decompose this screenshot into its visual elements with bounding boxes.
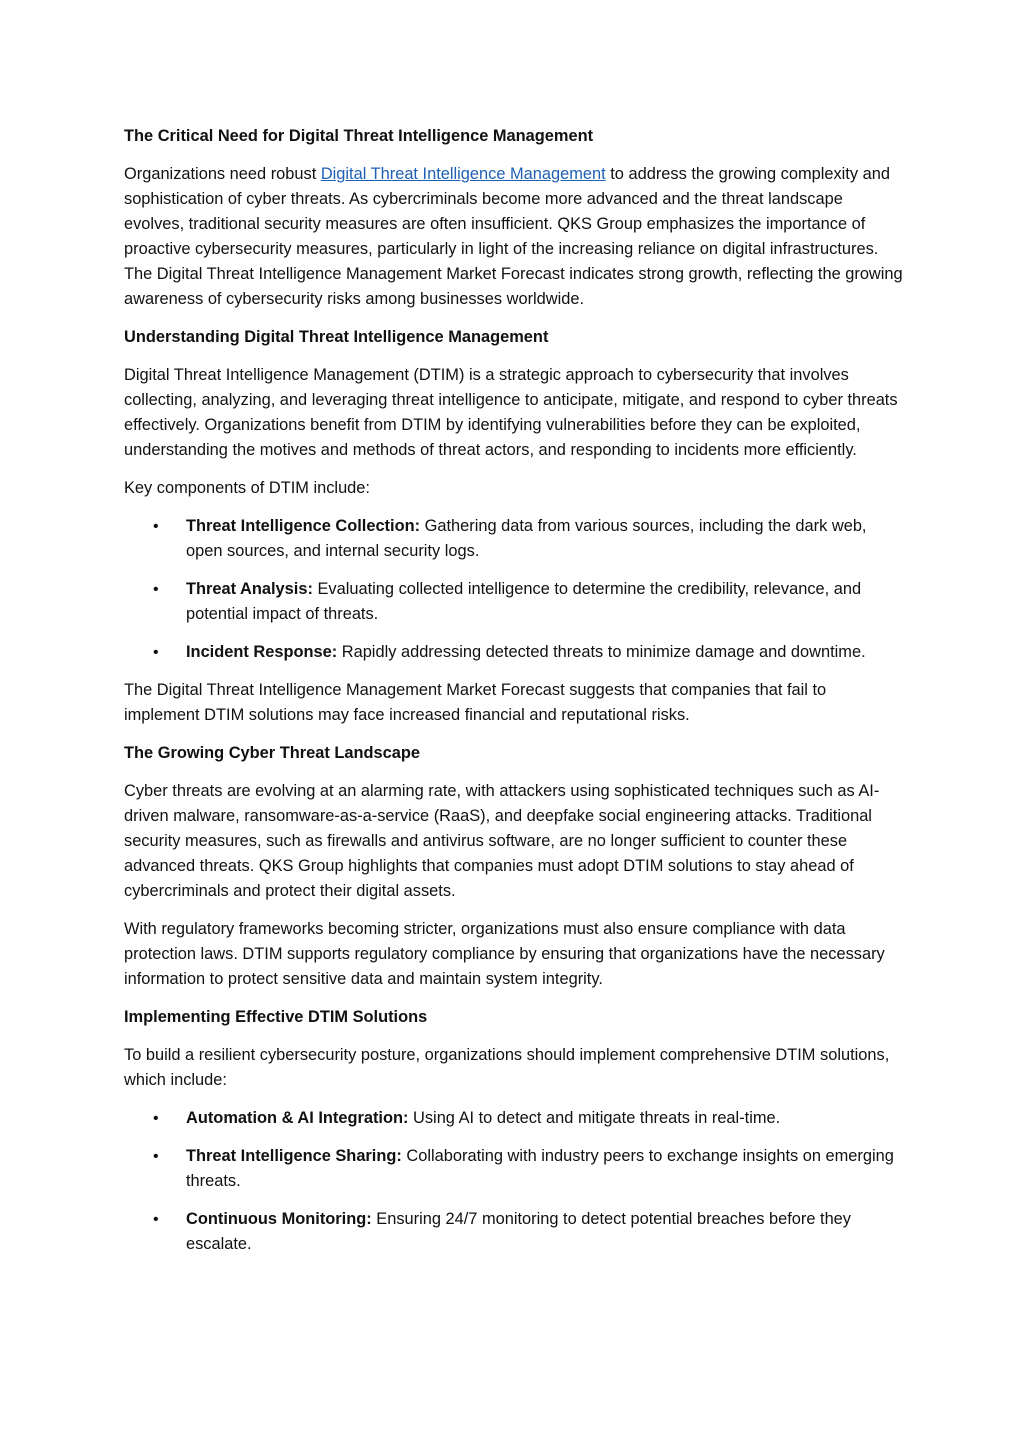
market-forecast-paragraph: The Digital Threat Intelligence Management Market Forecast suggests that companies that fail to implement DTIM solutions may face increased financial and reputational risks. <box>124 681 827 724</box>
bullet-icon: • <box>153 644 159 661</box>
intro-text-before-link: Organizations need robust <box>124 165 321 183</box>
list-item-text: Collaborating with industry peers to exchange insights on emerging threats. <box>186 1147 894 1190</box>
list-item <box>124 577 904 627</box>
list-item <box>124 640 904 665</box>
list-item-term: Incident Response: <box>186 643 338 661</box>
dtim-link[interactable]: Digital Threat Intelligence Management <box>320 165 606 183</box>
list-item-term: Threat Analysis: <box>186 580 313 598</box>
dtim-definition-paragraph: Digital Threat Intelligence Management (DTIM) is a strategic approach to cybersecurity that involves collecting, analyzing, and leveraging threat intelligence to anticipate, mitigate, and respond to cyber threats effectively. Organizations benefit from DTIM by identifying vulnerabilities before they can be exploited, understanding the motives and methods of threat actors, and responding to incidents more efficiently. <box>124 366 898 459</box>
section-heading-implementing: Implementing Effective DTIM Solutions <box>124 1008 428 1026</box>
bullet-icon: • <box>153 1211 159 1228</box>
list-item-text: Gathering data from various sources, including the dark web, open sources, and internal security logs. <box>186 517 867 560</box>
list-item <box>124 1207 904 1257</box>
list-item-text: Ensuring 24/7 monitoring to detect potential breaches before they escalate. <box>186 1210 851 1253</box>
intro-paragraph <box>124 162 904 312</box>
bullet-icon: • <box>153 1148 159 1165</box>
list-item-text: Using AI to detect and mitigate threats in real-time. <box>408 1109 781 1127</box>
section-heading-critical-need: The Critical Need for Digital Threat Intelligence Management <box>124 127 594 145</box>
list-item-term: Continuous Monitoring: <box>186 1210 372 1228</box>
bullet-icon: • <box>153 518 159 535</box>
list-item <box>124 514 904 564</box>
list-item-term: Automation & AI Integration: <box>186 1109 409 1127</box>
section-heading-threat-landscape: The Growing Cyber Threat Landscape <box>124 744 420 762</box>
document-page <box>124 124 904 1270</box>
solutions-list <box>124 1106 904 1257</box>
regulatory-paragraph: With regulatory frameworks becoming stricter, organizations must also ensure compliance with data protection laws. DTIM supports regulatory compliance by ensuring that organizations have the necessary information to protect sensitive data and maintain system integrity. <box>124 920 885 988</box>
threat-landscape-paragraph: Cyber threats are evolving at an alarming rate, with attackers using sophisticated techniques such as AI-driven malware, ransomware-as-a-service (RaaS), and deepfake social engineering attacks. Traditional security measures, such as firewalls and antivirus software, are no longer sufficient to counter these advanced threats. QKS Group highlights that companies must adopt DTIM solutions to stay ahead of cybercriminals and protect their digital assets. <box>124 782 880 900</box>
list-item-text: Evaluating collected intelligence to determine the credibility, relevance, and potential impact of threats. <box>186 580 862 623</box>
list-item <box>124 1144 904 1194</box>
bullet-icon: • <box>153 1110 159 1127</box>
implementing-intro-paragraph: To build a resilient cybersecurity posture, organizations should implement comprehensive DTIM solutions, which include: <box>124 1046 890 1089</box>
list-item-term: Threat Intelligence Collection: <box>186 517 421 535</box>
intro-text-after-link: to address the growing complexity and sophistication of cyber threats. As cybercriminals become more advanced and the threat landscape evolves, traditional security measures are often insufficient. QKS Group emphasizes the importance of proactive cybersecurity measures, particularly in light of the increasing reliance on digital infrastructures. The Digital Threat Intelligence Management Market Forecast indicates strong growth, reflecting the growing awareness of cybersecurity risks among businesses worldwide. <box>124 165 903 308</box>
bullet-icon: • <box>153 581 159 598</box>
key-components-list <box>124 514 904 665</box>
list-item <box>124 1106 904 1131</box>
key-components-intro: Key components of DTIM include: <box>124 479 370 497</box>
list-item-term: Threat Intelligence Sharing: <box>186 1147 402 1165</box>
section-heading-understanding: Understanding Digital Threat Intelligence Management <box>124 328 549 346</box>
list-item-text: Rapidly addressing detected threats to minimize damage and downtime. <box>337 643 866 661</box>
